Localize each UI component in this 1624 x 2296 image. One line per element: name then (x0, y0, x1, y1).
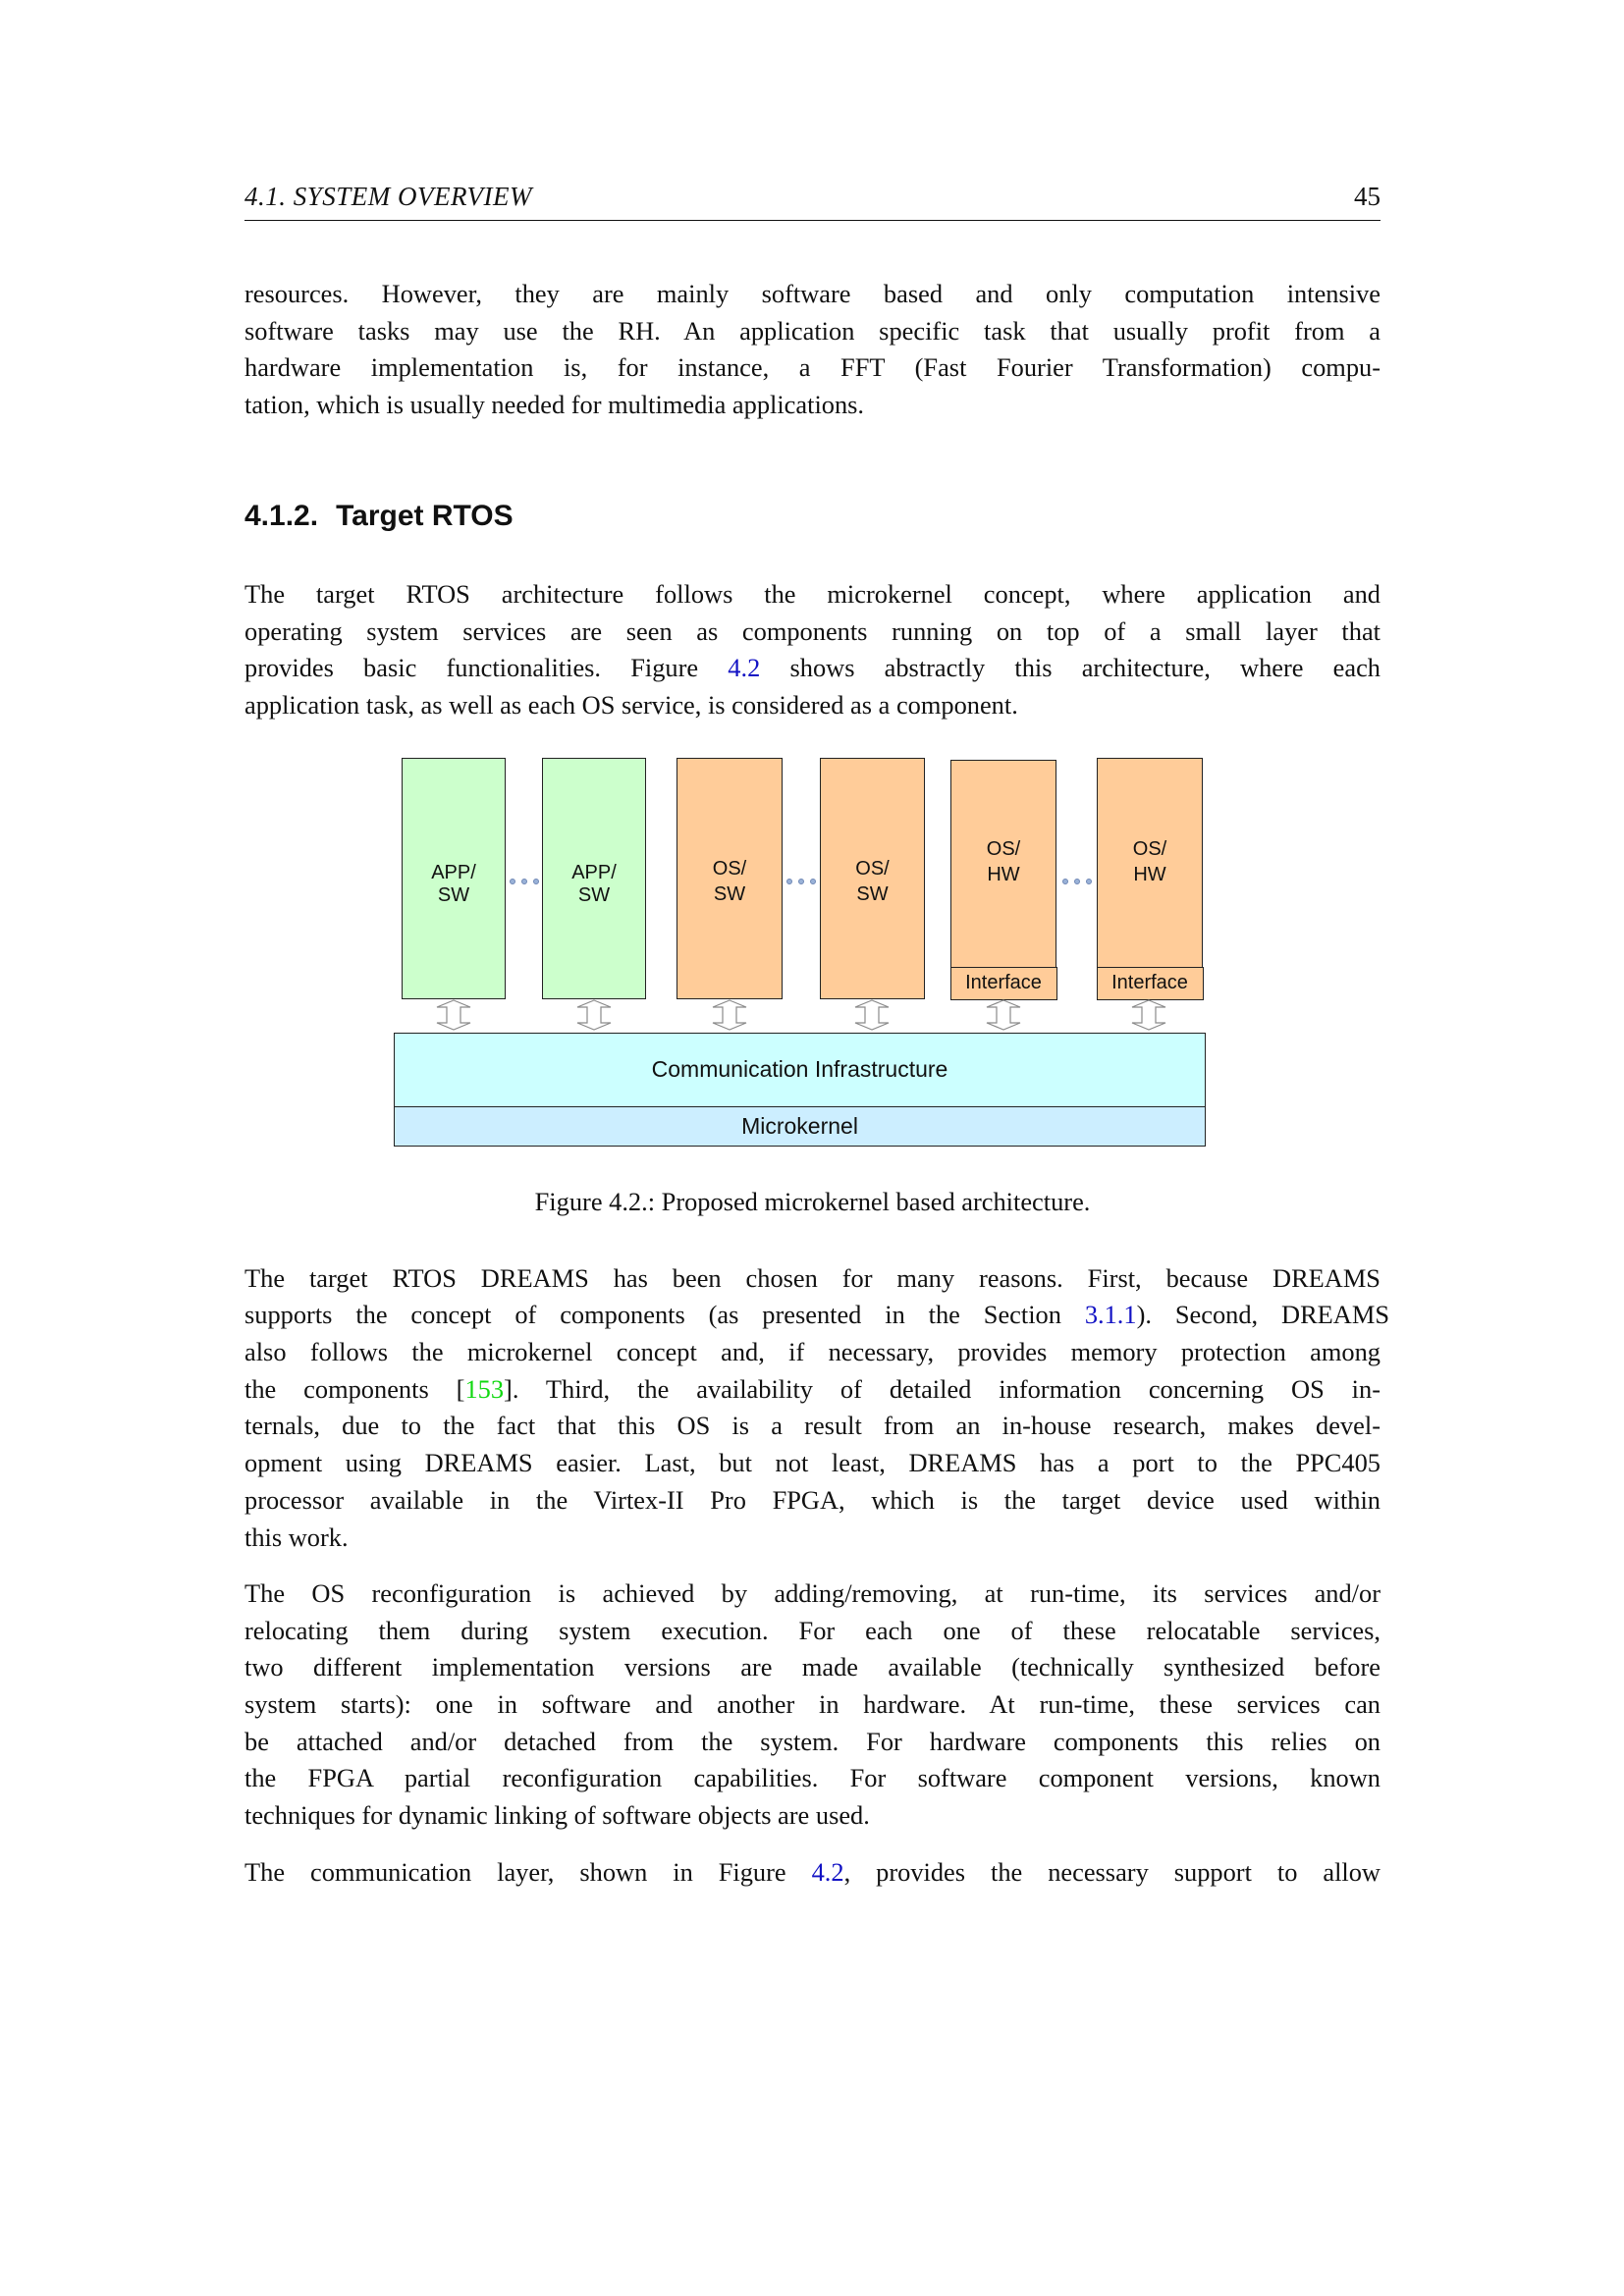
section-number: 4.1.2. (244, 500, 319, 532)
component-label: APP/ (431, 862, 476, 883)
text-span: provides basic functionalities. Figure (244, 653, 729, 682)
text-line (244, 649, 1380, 686)
bidirectional-arrow-icon (984, 999, 1023, 1031)
component-label: HW (987, 864, 1020, 885)
bidirectional-arrow-icon (434, 999, 473, 1031)
bidirectional-arrow-icon (852, 999, 892, 1031)
running-header-section: 4.1. SYSTEM OVERVIEW (244, 182, 532, 211)
text-span: shows abstractly this architecture, where each (760, 653, 1380, 682)
ellipsis-icon (786, 877, 816, 886)
text-span: ). Second, DREAMS (1136, 1300, 1389, 1329)
interface-block: Interface (950, 967, 1057, 1000)
text-line: The target RTOS DREAMS has been chosen for many reasons. First, because DREAMS (244, 1263, 1380, 1293)
bidirectional-arrow-icon (710, 999, 749, 1031)
running-header (244, 181, 1380, 218)
interface-block: Interface (1097, 967, 1204, 1000)
text-line: operating system services are seen as components running on top of a small layer that (244, 616, 1380, 646)
text-line: opment using DREAMS easier. Last, but not least, DREAMS has a port to the PPC405 (244, 1448, 1380, 1477)
text-line: The target RTOS architecture follows the microkernel concept, where application and (244, 579, 1380, 609)
text-line (244, 1370, 1380, 1408)
figure-caption: Figure 4.2.: Proposed microkernel based architecture. (534, 1187, 1091, 1216)
component-label: OS/ (1132, 838, 1167, 860)
bidirectional-arrow-icon (574, 999, 614, 1031)
component-label: OS/ (986, 838, 1021, 860)
figure-ref-link[interactable]: 4.2 (811, 1857, 844, 1887)
bidirectional-arrow-icon (1129, 999, 1168, 1031)
text-line: techniques for dynamic linking of software objects are used. (244, 1800, 870, 1830)
text-span: The communication layer, shown in Figure (244, 1857, 812, 1887)
text-line (244, 1853, 1380, 1891)
text-line: application task, as well as each OS service, is considered as a component. (244, 690, 1018, 720)
page-number: 45 (1354, 182, 1380, 211)
section-title: Target RTOS (336, 500, 514, 532)
text-line: software tasks may use the RH. An application specific task that usually profit from a (244, 316, 1380, 346)
communication-infrastructure-layer: Communication Infrastructure (394, 1033, 1206, 1106)
component-os-sw-2 (820, 758, 925, 999)
component-label: SW (713, 883, 746, 905)
text-line: relocating them during system execution. For each one of these relocatable services, (244, 1616, 1380, 1645)
text-line: also follows the microkernel concept and, if necessary, provides memory protection among (244, 1337, 1380, 1366)
component-label: SW (856, 883, 889, 905)
text-span: , provides the necessary support to allow (843, 1857, 1380, 1887)
component-app-sw-2 (542, 758, 646, 999)
text-line: two different implementation versions are made available (technically synthesized before (244, 1652, 1380, 1682)
text-line: tation, which is usually needed for multimedia applications. (244, 390, 865, 419)
section-heading (244, 499, 514, 534)
figure-ref-link[interactable]: 4.2 (728, 653, 761, 682)
text-line: the FPGA partial reconfiguration capabilities. For software component versions, known (244, 1763, 1380, 1792)
component-label: APP/ (571, 862, 617, 883)
text-span: supports the concept of components (as presented in the Section (244, 1300, 1085, 1329)
component-os-sw-1 (677, 758, 783, 999)
citation-link[interactable]: 153 (464, 1374, 505, 1404)
microkernel-layer: Microkernel (394, 1106, 1206, 1147)
ellipsis-icon (1062, 877, 1092, 886)
text-line: system starts): one in software and another in hardware. At run-time, these services can (244, 1689, 1380, 1719)
component-os-hw-2 (1097, 758, 1203, 999)
component-label: SW (577, 884, 611, 906)
text-line: hardware implementation is, for instance, a FFT (Fast Fourier Transformation) compu- (244, 352, 1380, 382)
ellipsis-icon (510, 877, 539, 886)
text-line: processor available in the Virtex-II Pro FPGA, which is the target device used within (244, 1485, 1380, 1515)
text-line: this work. (244, 1522, 349, 1552)
text-span: ]. Third, the availability of detailed information concerning OS in- (504, 1374, 1381, 1404)
component-label: SW (437, 884, 470, 906)
text-span: the components [ (244, 1374, 465, 1404)
text-line: ternals, due to the fact that this OS is a result from an in-house research, makes devel- (244, 1411, 1380, 1440)
section-ref-link[interactable]: 3.1.1 (1084, 1300, 1137, 1329)
header-rule (244, 220, 1380, 221)
text-line: The OS reconfiguration is achieved by adding/removing, at run-time, its services and/or (244, 1578, 1380, 1608)
component-label: OS/ (712, 858, 747, 880)
component-label: OS/ (855, 858, 890, 880)
component-app-sw-1 (402, 758, 506, 999)
component-os-hw-1 (950, 760, 1056, 999)
text-line: be attached and/or detached from the system. For hardware components this relies on (244, 1727, 1380, 1756)
text-line: resources. However, they are mainly software based and only computation intensive (244, 279, 1380, 308)
text-line (244, 1296, 1389, 1333)
component-label: HW (1133, 864, 1166, 885)
